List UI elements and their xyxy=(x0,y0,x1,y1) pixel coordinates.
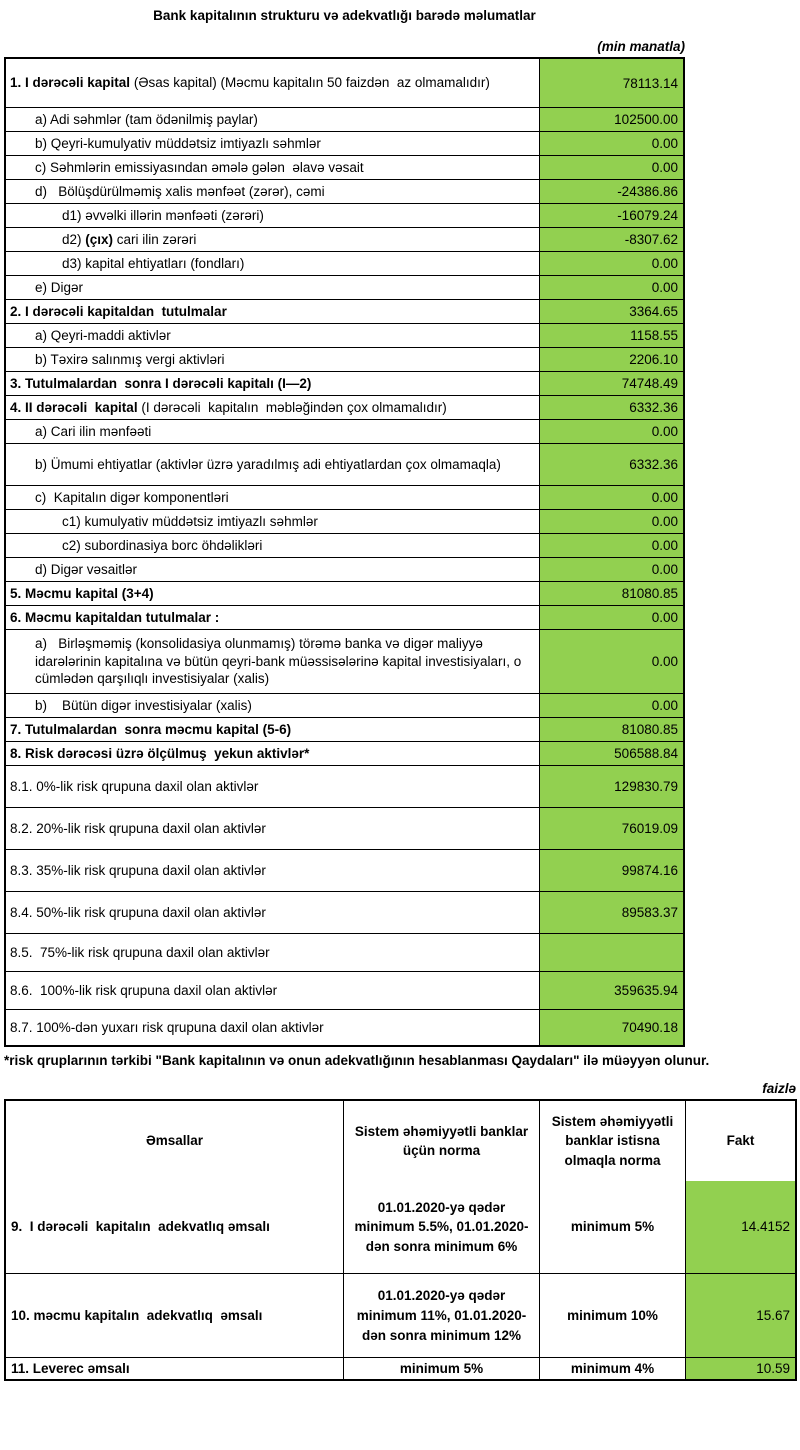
row-label xyxy=(6,486,539,509)
row-value-cell: 0.00 xyxy=(539,606,683,629)
row-label xyxy=(6,276,539,299)
table-row xyxy=(6,227,683,251)
row-label-segment: c2) subordinasiya borc öhdəlikləri xyxy=(62,537,263,553)
row-value-cell: 70490.18 xyxy=(539,1010,683,1045)
row-label xyxy=(6,59,539,107)
table-row xyxy=(6,971,683,1009)
row-label-bold-segment: 1. I dərəcəli kapital xyxy=(10,75,134,91)
row-label-bold-segment: 7. Tutulmalardan sonra məcmu kapital (5-6) xyxy=(10,721,292,737)
row-value-cell: 0.00 xyxy=(539,132,683,155)
row-label xyxy=(6,420,539,443)
row-value-cell: 0.00 xyxy=(539,558,683,581)
row-value-cell: 0.00 xyxy=(539,156,683,179)
header-norm-systemic: Sistem əhəmiyyətli banklar üçün norma xyxy=(343,1101,539,1181)
row-label xyxy=(6,348,539,371)
row-value-cell: -24386.86 xyxy=(539,180,683,203)
row-value-cell: 0.00 xyxy=(539,630,683,693)
row-label xyxy=(6,372,539,395)
row-label-segment: 8.5. 75%-lik risk qrupuna daxil olan aktivlər xyxy=(10,944,270,960)
table-row xyxy=(6,107,683,131)
row-value-cell: 0.00 xyxy=(539,276,683,299)
row-value-cell: 2206.10 xyxy=(539,348,683,371)
norm-systemic-cell: 01.01.2020-yə qədər minimum 5.5%, 01.01.2020-dən sonra minimum 6% xyxy=(343,1181,539,1273)
row-value-cell: 0.00 xyxy=(539,486,683,509)
fact-value-cell: 15.67 xyxy=(685,1274,795,1357)
table-row xyxy=(6,131,683,155)
table-row xyxy=(6,323,683,347)
row-label xyxy=(6,252,539,275)
row-value-cell: 81080.85 xyxy=(539,718,683,741)
row-label-segment: b) Təxirə salınmış vergi aktivləri xyxy=(35,351,225,367)
coefficient-label: 11. Leverec əmsalı xyxy=(11,1360,130,1376)
row-label xyxy=(6,742,539,765)
table-row xyxy=(6,605,683,629)
row-value-cell: 78113.14 xyxy=(539,59,683,107)
adequacy-ratio-table xyxy=(4,1099,797,1381)
row-label-segment: c) Kapitalın digər komponentləri xyxy=(35,489,229,505)
norm-non-systemic-cell: minimum 10% xyxy=(539,1274,685,1357)
row-label xyxy=(6,558,539,581)
row-label-segment: c) Səhmlərin emissiyasından əmələ gələn əlavə vəsait xyxy=(35,159,364,175)
row-label-segment: a) Adi səhmlər (tam ödənilmiş paylar) xyxy=(35,111,258,127)
row-value-cell: 0.00 xyxy=(539,420,683,443)
table-row xyxy=(6,1273,795,1357)
row-label xyxy=(6,534,539,557)
table-row xyxy=(6,849,683,891)
row-label-segment: 8.4. 50%-lik risk qrupuna daxil olan aktivlər xyxy=(10,904,266,920)
row-label xyxy=(6,808,539,849)
header-coefficients: Əmsallar xyxy=(145,1133,204,1149)
row-label-segment: d) Bölüşdürülməmiş xalis mənfəət (zərər), cəmi xyxy=(35,183,325,199)
row-label xyxy=(6,1010,539,1045)
table-row xyxy=(6,741,683,765)
table-row xyxy=(6,557,683,581)
row-label-segment: a) Qeyri-maddi aktivlər xyxy=(35,327,171,343)
ratio-table-body xyxy=(6,1181,795,1379)
row-value-cell xyxy=(539,934,683,971)
row-label-bold-segment: (çıx) xyxy=(85,231,114,247)
table-row xyxy=(6,275,683,299)
table-row xyxy=(6,1009,683,1045)
row-label-bold-segment: 5. Məcmu kapital (3+4) xyxy=(10,585,154,601)
coefficient-label: 10. məcmu kapitalın adekvatlıq əmsalı xyxy=(11,1307,263,1323)
capital-structure-table xyxy=(4,57,685,1047)
row-label-segment: 8.3. 35%-lik risk qrupuna daxil olan aktivlər xyxy=(10,862,266,878)
row-label xyxy=(6,108,539,131)
row-label xyxy=(6,204,539,227)
row-value-cell: 99874.16 xyxy=(539,850,683,891)
row-label-bold-segment: 8. Risk dərəcəsi üzrə ölçülmuş yekun aktivlər* xyxy=(10,745,310,761)
table-row xyxy=(6,1181,795,1273)
coefficient-label: 9. I dərəcəli kapitalın adekvatlıq əmsalı xyxy=(11,1219,270,1235)
table-row xyxy=(6,179,683,203)
row-label-bold-segment: 6. Məcmu kapitaldan tutulmalar : xyxy=(10,609,220,625)
row-label-segment: b) Ümumi ehtiyatlar (aktivlər üzrə yaradılmış adi ehtiyatlardan çox olmamaqla) xyxy=(35,456,501,472)
row-label xyxy=(6,582,539,605)
row-label-segment: cari ilin zərəri xyxy=(113,231,197,247)
row-label xyxy=(6,300,539,323)
header-fact: Fakt xyxy=(685,1101,795,1181)
table-row xyxy=(6,807,683,849)
table-row xyxy=(6,371,683,395)
row-label-bold-segment: 4. II dərəcəli kapital xyxy=(10,399,142,415)
row-label xyxy=(6,892,539,933)
row-label-segment: c1) kumulyativ müddətsiz imtiyazlı səhmlər xyxy=(62,513,318,529)
table-row xyxy=(6,395,683,419)
row-value-cell: 6332.36 xyxy=(539,396,683,419)
norm-non-systemic-cell: minimum 5% xyxy=(539,1181,685,1273)
row-label-segment: b) Qeyri-kumulyativ müddətsiz imtiyazlı səhmlər xyxy=(35,135,321,151)
norm-systemic-cell: minimum 5% xyxy=(343,1358,539,1379)
table-row xyxy=(6,419,683,443)
table-row xyxy=(6,443,683,485)
row-label xyxy=(6,156,539,179)
row-label-segment: 8.1. 0%-lik risk qrupuna daxil olan aktivlər xyxy=(10,778,259,794)
table-row xyxy=(6,485,683,509)
row-label-segment: 8.7. 100%-dən yuxarı risk qrupuna daxil olan aktivlər xyxy=(10,1019,324,1035)
row-label xyxy=(6,718,539,741)
row-value-cell: 0.00 xyxy=(539,510,683,533)
row-value-cell: 1158.55 xyxy=(539,324,683,347)
row-label xyxy=(6,630,539,693)
table-row xyxy=(6,693,683,717)
table-row xyxy=(6,251,683,275)
row-label xyxy=(6,324,539,347)
row-label-segment: d2) xyxy=(62,231,86,247)
row-value-cell: 89583.37 xyxy=(539,892,683,933)
table-row xyxy=(6,155,683,179)
row-label xyxy=(6,444,539,485)
row-value-cell: 3364.65 xyxy=(539,300,683,323)
row-label-segment: a) Cari ilin mənfəəti xyxy=(35,423,152,439)
row-value-cell: 506588.84 xyxy=(539,742,683,765)
row-value-cell: 74748.49 xyxy=(539,372,683,395)
row-label-segment: 8.2. 20%-lik risk qrupuna daxil olan aktivlər xyxy=(10,820,266,836)
row-label-segment: d3) kapital ehtiyatları (fondları) xyxy=(62,255,245,271)
row-label-segment: (Əsas kapital) (Məcmu kapitalın 50 faizdən az olmamalıdır) xyxy=(133,75,490,91)
norm-systemic-cell: 01.01.2020-yə qədər minimum 11%, 01.01.2020-dən sonra minimum 12% xyxy=(343,1274,539,1357)
table-row xyxy=(6,933,683,971)
table-row xyxy=(6,765,683,807)
row-value-cell: 81080.85 xyxy=(539,582,683,605)
table-row xyxy=(6,509,683,533)
unit-note-percent: faizlə xyxy=(762,1081,796,1097)
table-row xyxy=(6,203,683,227)
row-value-cell: -8307.62 xyxy=(539,228,683,251)
page-title: Bank kapitalının strukturu və adekvatlığı barədə məlumatlar xyxy=(153,8,536,23)
row-value-cell: 6332.36 xyxy=(539,444,683,485)
table-row xyxy=(6,347,683,371)
row-label xyxy=(6,850,539,891)
table-row xyxy=(6,717,683,741)
row-label xyxy=(6,396,539,419)
row-label-segment: 8.6. 100%-lik risk qrupuna daxil olan aktivlər xyxy=(10,982,278,998)
row-value-cell: 102500.00 xyxy=(539,108,683,131)
table-row xyxy=(6,299,683,323)
table-row xyxy=(6,59,683,107)
row-value-cell: 76019.09 xyxy=(539,808,683,849)
row-value-cell: -16079.24 xyxy=(539,204,683,227)
row-value-cell: 0.00 xyxy=(539,252,683,275)
row-label xyxy=(6,228,539,251)
row-label xyxy=(6,180,539,203)
row-label-bold-segment: 2. I dərəcəli kapitaldan tutulmalar xyxy=(10,303,227,319)
row-value-cell: 129830.79 xyxy=(539,766,683,807)
unit-note-min-manat: (min manatla) xyxy=(597,39,685,54)
row-label xyxy=(6,972,539,1009)
ratio-table-header-row xyxy=(6,1101,795,1181)
row-label xyxy=(6,132,539,155)
table-row xyxy=(6,629,683,693)
fact-value-cell: 10.59 xyxy=(685,1358,795,1379)
row-label-segment: d1) əvvəlki illərin mənfəəti (zərəri) xyxy=(62,207,264,223)
row-label xyxy=(6,766,539,807)
row-label-segment: d) Digər vəsaitlər xyxy=(35,561,138,577)
row-label-segment: a) Birləşməmiş (konsolidasiya olunmamış) törəmə banka və digər maliyyə idarələrinin kapitalına və bütün qeyri-bank müəssisələrinə kapital investisiyaları, o cümlədən qarşılıqlı investisiyalar (xalis) xyxy=(35,636,526,687)
row-value-cell: 359635.94 xyxy=(539,972,683,1009)
capital-table-body xyxy=(6,59,683,1045)
row-label-segment: e) Digər xyxy=(35,279,84,295)
row-label xyxy=(6,934,539,971)
row-label xyxy=(6,510,539,533)
row-value-cell: 0.00 xyxy=(539,694,683,717)
risk-groups-footnote: *risk qruplarının tərkibi "Bank kapitalının və onun adekvatlığının hesablanması Qaydaları" ilə müəyyən olunur. xyxy=(4,1053,710,1068)
table-row xyxy=(6,581,683,605)
row-label-segment: b) Bütün digər investisiyalar (xalis) xyxy=(35,697,252,713)
row-label-segment: (I dərəcəli kapitalın məbləğindən çox olmamalıdır) xyxy=(141,399,447,415)
row-value-cell: 0.00 xyxy=(539,534,683,557)
table-row xyxy=(6,533,683,557)
row-label xyxy=(6,606,539,629)
norm-non-systemic-cell: minimum 4% xyxy=(539,1358,685,1379)
header-norm-non-systemic: Sistem əhəmiyyətli banklar istisna olmaqla norma xyxy=(539,1101,685,1181)
table-row xyxy=(6,1357,795,1379)
fact-value-cell: 14.4152 xyxy=(685,1181,795,1273)
row-label xyxy=(6,694,539,717)
row-label-bold-segment: 3. Tutulmalardan sonra I dərəcəli kapitalı (I—2) xyxy=(10,375,312,391)
table-row xyxy=(6,891,683,933)
